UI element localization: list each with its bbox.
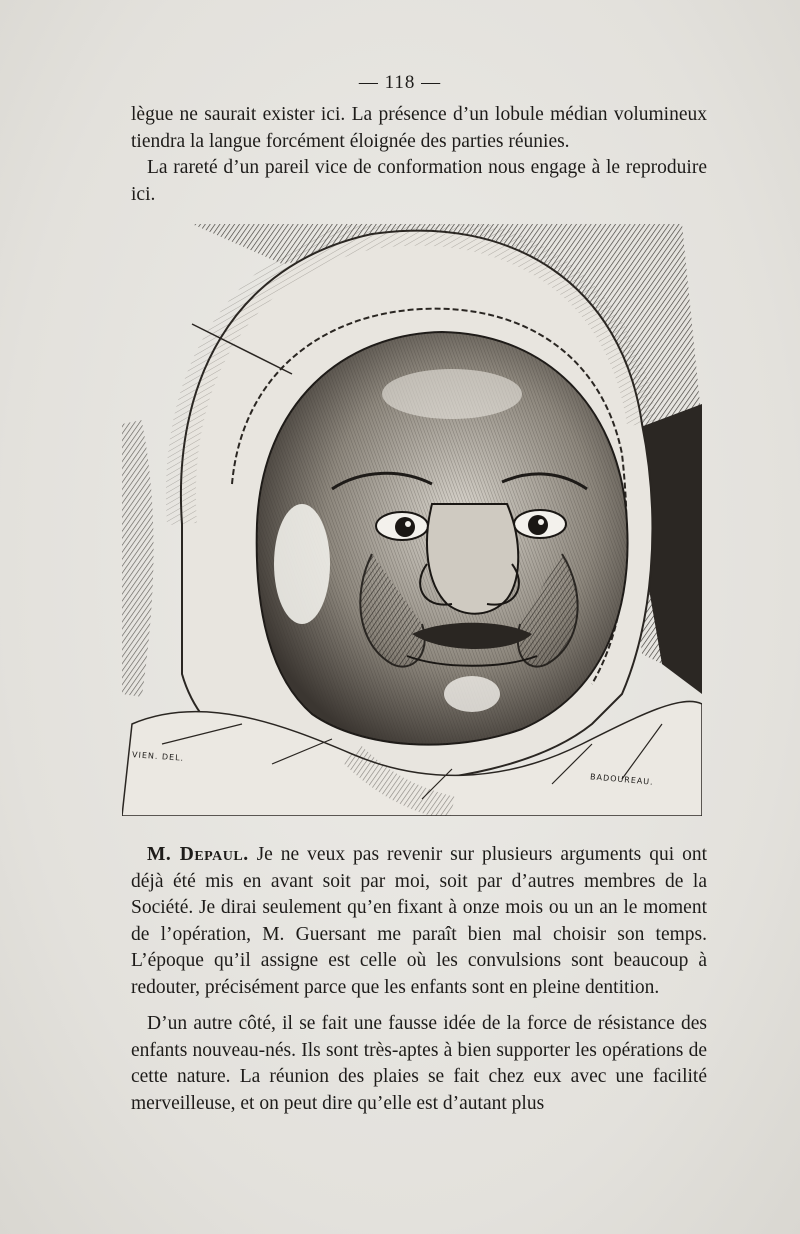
paragraph-continuation: lègue ne saurait exister ici. La présence d’un lobule médian volumineux tiendra la langue forcément éloignée des parties réunies. xyxy=(131,104,707,152)
paragraph-rarity: La rareté d’un pareil vice de conformation nous engage à le reproduire ici. xyxy=(131,157,707,205)
bottom-text-block xyxy=(131,842,707,1117)
engraving-illustration xyxy=(122,224,702,816)
engraver-signature-right: BADOUREAU. xyxy=(589,772,655,787)
paragraph-depaul xyxy=(131,842,707,1001)
speaker-name: M. Depaul. xyxy=(147,844,249,865)
top-text-block xyxy=(131,102,707,208)
paragraph-depaul-body: Je ne veux pas revenir sur plusieurs arguments qui ont déjà été mis en avant soit par moi, soit par d’autres membres de la Société. Je dirai seulement qu’en fixant à onze mois ou un an le moment de l’opération, M. Guersant me paraît bien mal choisir son temps. L’époque qu’il assigne est celle où les convulsions sont beaucoup à redouter, précisément parce que les enfants sont en pleine dentition. xyxy=(131,844,708,998)
engraver-signature-left: VIEN. DEL. xyxy=(131,750,185,763)
infant-face-engraving xyxy=(122,224,702,816)
paragraph-resistance: D’un autre côté, il se fait une fausse idée de la force de résistance des enfants nouveau-nés. Ils sont très-aptes à bien supporter les opérations de cette nature. La réunion des plaies se fait chez eux avec une facilité merveilleuse, et on peut dire qu’elle est d’autant plus xyxy=(131,1013,707,1114)
page-number: — 118 — xyxy=(358,72,442,93)
